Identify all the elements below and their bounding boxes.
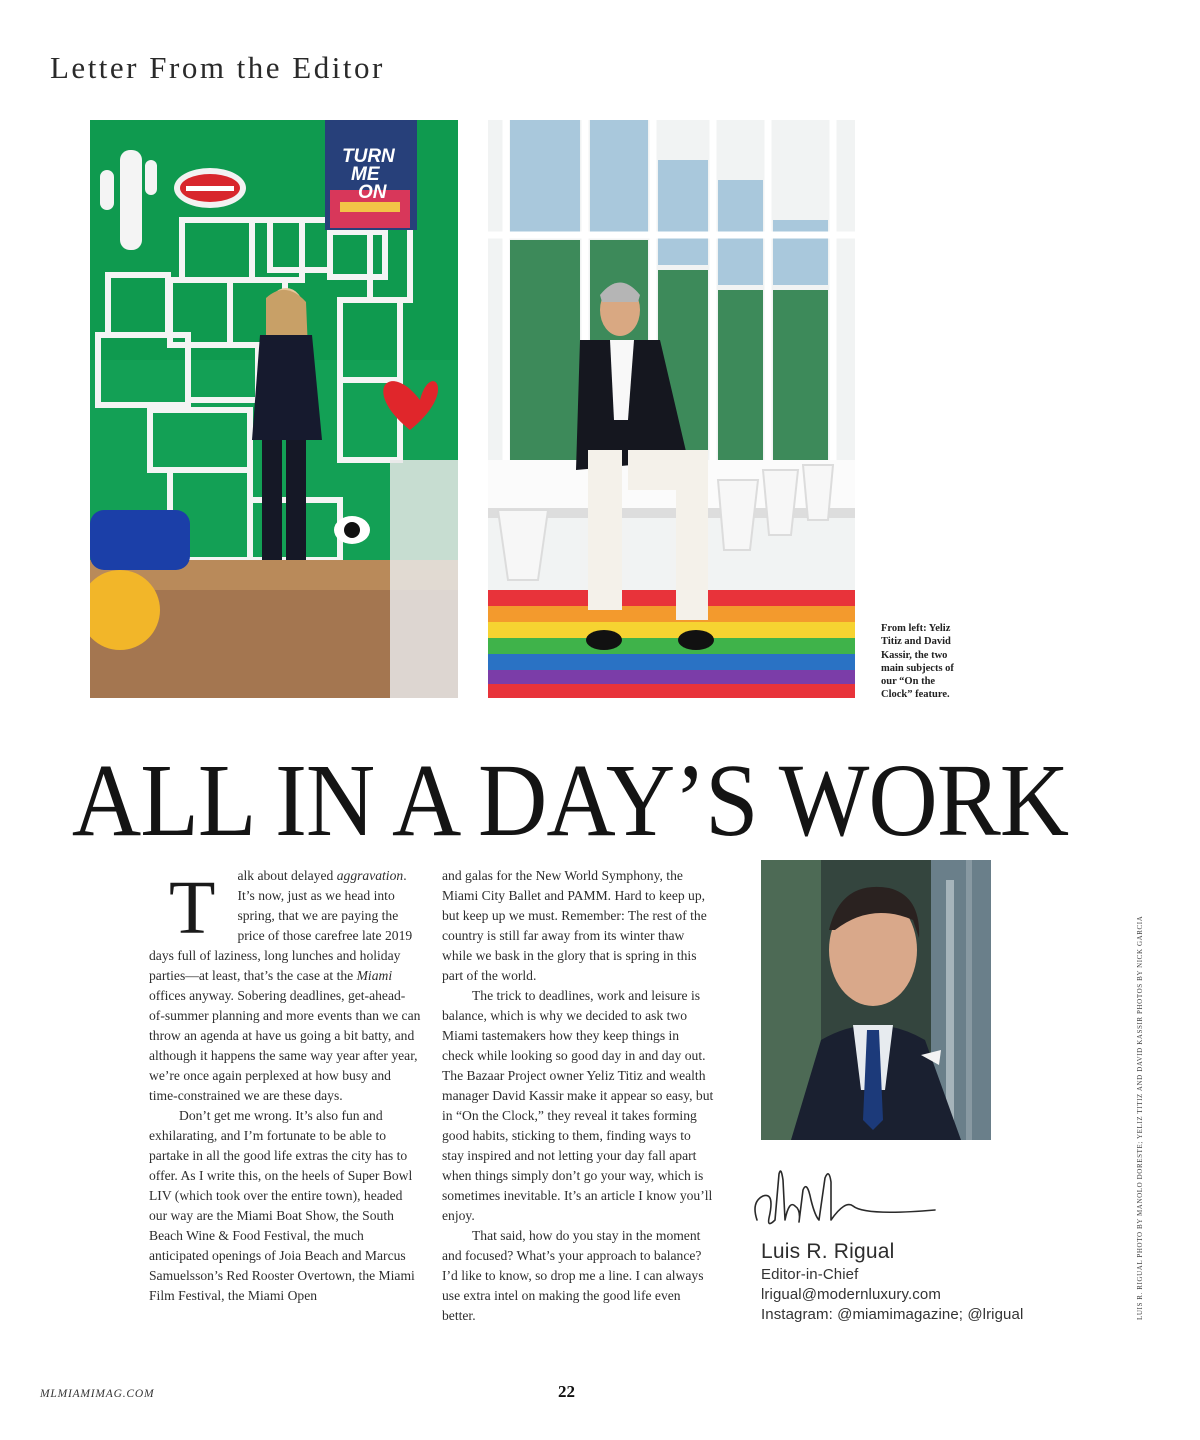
article-paragraph-4: The trick to deadlines, work and leisure is balance, which is why we decided to ask two Miami tastemakers how they keep things in check while looking so good day in and day out. The Bazaar Project owner Yeliz Titiz and wealth manager David Kassir make it appear so easy, but in “On the Clock,” they reveal it takes forming good habits, sticking to them, finding ways to stay inspired and not letting your day fall apart when things simply don’t go your way, which is sometimes inevitable. It’s an article I know you’ll enjoy.	[442, 988, 714, 1223]
editor-title: Editor-in-Chief	[761, 1266, 859, 1283]
headline: ALL IN A DAY’S WORK	[71, 742, 1069, 858]
caption-lead: From left: Yeliz Titiz and David Kassir,	[881, 623, 951, 661]
sign-text-3: ON	[358, 182, 387, 203]
article-column-1	[149, 866, 421, 1306]
editor-instagram[interactable]: Instagram: @miamimagazine; @lrigual	[761, 1306, 1024, 1323]
article-paragraph-3: and galas for the New World Symphony, the Miami City Ballet and PAMM. Hard to keep up, but keep up we must. Remember: The rest of the country is still far away from its winter thaw while we bask in the glory that is spring in this part of the world.	[442, 868, 707, 983]
photo-credit: LUIS R. RIGUAL PHOTO BY MANOLO DORESTE; YELIZ TITIZ AND DAVID KASSIR PHOTOS BY NICK GARCIA	[1136, 915, 1144, 1320]
p1-emphasis-2: Miami	[356, 968, 393, 983]
article-paragraph-1	[149, 866, 421, 1106]
drop-cap: T	[169, 866, 216, 950]
caption-rest: the two main subjects of our “On the Clock” feature.	[881, 649, 954, 701]
editor-portrait	[761, 860, 991, 1140]
sign-text-2: ME	[351, 164, 380, 185]
photo-yeliz-titiz	[90, 120, 458, 698]
photo-caption	[881, 622, 963, 702]
sign-text-1: TURN	[342, 146, 395, 167]
p1-emphasis: aggravation	[336, 868, 404, 883]
editor-name: Luis R. Rigual	[761, 1240, 895, 1263]
editor-signature	[745, 1160, 945, 1240]
section-title: Letter From the Editor	[50, 50, 385, 85]
p1-start: alk about delayed	[237, 868, 337, 883]
article-paragraph-5: That said, how do you stay in the moment and focused? What’s your approach to balance? I’d like to know, so drop me a line. I can always use extra intel on making the good life even better.	[442, 1228, 704, 1323]
editor-email[interactable]: lrigual@modernluxury.com	[761, 1286, 941, 1303]
article-column-2	[442, 866, 714, 1326]
article-paragraph-2: Don’t get me wrong. It’s also fun and exhilarating, and I’m fortunate to be able to partake in all the good life extras the city has to offer. As I write this, on the heels of Super Bowl LIV (which took over the entire town), headed our way are the Miami Boat Show, the South Beach Wine & Food Festival, the much anticipated openings of Joia Beach and Marcus Samuelsson’s Red Rooster Overtown, the Miami Film Festival, the Miami Open	[149, 1108, 415, 1303]
footer-website[interactable]: MLMIAMIMAG.COM	[40, 1388, 155, 1400]
photo-david-kassir	[488, 120, 855, 698]
page-number: 22	[558, 1382, 575, 1401]
p1-end: offices anyway. Sobering deadlines, get-ahead-of-summer planning and more events than we can throw an agenda at have us going a bit batty, and although it happens the same way year after year, we’re once again perplexed at how busy and time-constrained we are these days.	[149, 988, 421, 1103]
p1-middle: . It’s now, just as we head into spring, that we are paying the price of those carefree late 2019 days full of laziness, long lunches and holiday parties—at least, that’s the case at the	[149, 868, 413, 983]
